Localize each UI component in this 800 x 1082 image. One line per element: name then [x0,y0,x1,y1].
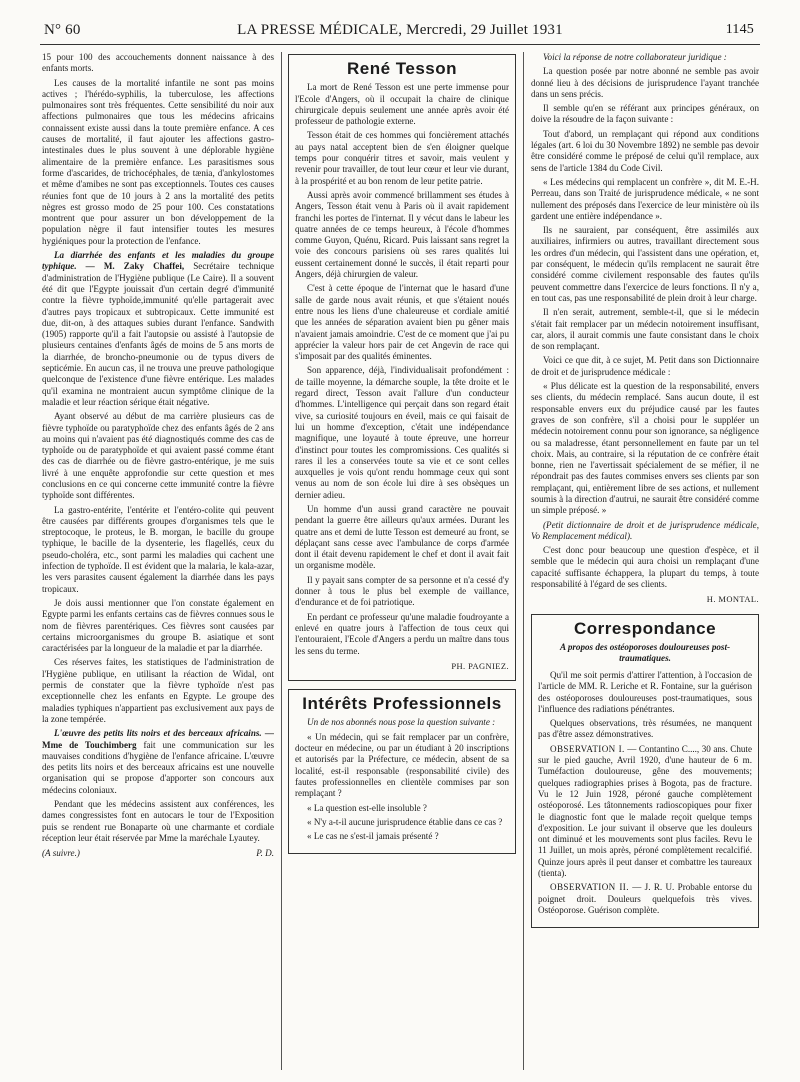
observation-label: OBSERVATION II. [550,882,629,893]
page-number: 1145 [725,22,754,37]
paragraph: Il semble qu'en se référant aux principes généraux, on doive la résoudre de la façon suivante : [531,103,759,125]
observation-1 [538,744,752,880]
section-text: fait une communication sur les mauvaises conditions d'hygiène de l'enfance africaine. L'œuvre des petits lits noirs et des berceaux africains est une nouvelle organisation qui se propose d'apporter son concours aux médecins coloniaux. [42,739,274,795]
section-title: L'œuvre des petits lits noirs et des berceaux africains. [54,728,262,739]
paragraph: « N'y a-t-il aucune jurisprudence établie dans ce cas ? [307,816,503,827]
paragraph: « Un médecin, qui se fait remplacer par un confrère, docteur en médecine, ou par un étudiant à 20 inscriptions et autorisés par la Préfecture, ce médecin, absent de sa localité, est-il responsable (responsabilité civile) des fautes professionnelles en clientèle commises par son remplaçant ? [295,731,509,799]
masthead: LA PRESSE MÉDICALE, Mercredi, 29 Juillet 1931 [237,22,563,38]
continuation-line [42,848,274,859]
observation-text: — J. R. U. Probable entorse du poignet droit. Douleurs quelquefois très vives. Ostéoporose. Guérison complète. [538,882,752,915]
paragraph: C'est donc pour beaucoup une question d'espèce, et il semble que le médecin qui aura choisi un remplaçant d'une capacité suffisante échappera, la plupart du temps, à toute responsabilité à l'égard de ses clients. [531,545,759,590]
paragraph: Un de nos abonnés nous pose la question suivante : [307,717,496,728]
paragraph: Pendant que les médecins assistent aux conférences, les dames congressistes font en autocars le tour de l'Exposition puis se rendent rue Bonaparte où une charmante et cordiale réception leur était réservée par Mme la maréchale Lyautey. [42,799,274,843]
legal-signature: H. MONTAL. [706,594,759,605]
paragraph: Quelques observations, très résumées, ne manquent pas d'être assez démonstratives. [538,718,752,740]
paragraph: La gastro-entérite, l'entérite et l'entéro-colite qui peuvent être causées par différents groupes d'organismes tels que le streptocoque, le proteus, le B. morgan, le bacille du groupe typhique, le bacille de la dysenterie, les flagellés, ceux du pseudo-choléra, etc., sont parmi les maladies qui cachent une infection de typhoïde. Il est évident que la malaria, le kala-azar, les vers parasites causent également la diarrhée dans les pays tropicaux. [42,504,274,594]
section-author: — Mme de Touchimberg [42,728,274,750]
observation-text: — Contantino C...., 30 ans. Chute sur le pied gauche, Avril 1920, d'une hauteur de 6 m. Tuméfaction douloureuse, gêne des mouvements; quelques radiographies prises à Bogota, pas de fracture. Vu le 12 Juin 1928, péroné gauche complètement ostéoporosé. Les tâtonnements radioscopiques pour fixer le diagnostic font que le malade reçoit quelque temps d'exposition. Le jour suivant il observe que les douleurs ont diminué et les mouvements sont plus faciles. Revu le 11 Juillet, un mois après, péroné complètement recalcifié. Quinze jours après il peut danser et combattre les taureaux (tienta). [538,743,752,878]
column-3 [531,52,759,1070]
observation-2 [538,882,752,916]
column-1 [42,52,274,1070]
paragraph: C'est à cette époque de l'internat que le hasard d'une salle de garde nous avait réunis, et que s'étaient noués entre nous les liens d'une chaleureuse et cordiale amitié que les années de séparation avaient bien pu gêner mais n'avaient jamais amoindrie. C'est de ce moment que j'ai pu apprécier la valeur hors pair de cet Angevin de race qui s'imposait par des qualités éminentes. [295,283,509,362]
paragraph: Ces réserves faites, les statistiques de l'administration de l'Hygiène publique, en utilisant la réaction de Widal, ont permis de constater que la fièvre typhoïde n'est pas exceptionnelle chez les enfants en Egypte. Le groupe des maladies typhiques n'appartient pas exclusivement aux pays de la zone tempérée. [42,657,274,724]
paragraph: « Les médecins qui remplacent un confrère », dit M. E.-H. Perreau, dans son Traité de jurisprudence médicale, « ne sont nullement des préposés dans l'exercice de leur ministère où ils gardent une entière indépendance ». [531,176,759,221]
paragraph: Son apparence, déjà, l'individualisait profondément : de taille moyenne, la démarche souple, la tête droite et le regard direct, Tesson avait l'allure d'un conducteur d'hommes. L'intelligence qui perçait dans son regard était vive, sa curiosité toujours en éveil, mais ce qui faisait de lui un homme d'exception, c'était une indépendance magnifique, une loyauté à toute épreuve, une horreur d'instinct pour toutes les compromissions. Ces qualités si rares il les a conservées toute sa vie et ce sont celles auxquelles je vois qu'ont rendu hommage ceux qui sont venus au nom de son école lui dire à ses obsèques un dernier adieu. [295,365,509,500]
paragraph: Voici ce que dit, à ce sujet, M. Petit dans son Dictionnaire de droit et de jurisprudence médicale : [531,355,759,377]
section-heading: Correspondance [573,618,717,638]
section-petits-lits [42,728,274,796]
section-typhoid [42,250,274,408]
paragraph: Les causes de la mortalité infantile ne sont pas moins actives ; l'hérédo-syphilis, la tuberculose, les affections pulmonaires sont très fréquentes. Cette sensibilité du noir aux affections pulmonaires que tous les médecins africains connaissent existe aussi dans la toute première enfance. A ces causes de mortalité, il faut ajouter les affections gastro-intestinales dues le plus souvent à une déplorable hygiène alimentaire de la première enfance. Les parasitismes sous forme d'ascarides, de trichocéphales, de tænia, d'ankylostomes et même d'amibes ne sont pas exceptionnels. Toutes ces causes réunies font que de 10 jours à 2 ans la mortalité des petits nègres est grosso modo de 25 pour 100. Ces constatations montrent que pour assurer un bon développement de la population nègre il faut intensifier toutes les mesures hygiéniques pour la protection de l'enfance. [42,77,274,246]
paragraph: Qu'il me soit permis d'attirer l'attention, à l'occasion de l'article de MM. R. Leriche et R. Fontaine, sur la guérison des ostéoporoses douloureuses post-traumatiques, sous l'influence des radiations pénétrantes. [538,669,752,714]
paragraph: « La question est-elle insoluble ? [307,802,427,813]
paragraph: Ils ne sauraient, par conséquent, être assimilés aux auxiliaires, infirmiers ou autres, travaillant directement sous les ordres d'un médecin, qui l'assistent dans une opération, et, par conséquent, le médecin qu'ils remplacent ne saurait être considéré comme civilement responsable des fautes qu'ils peuvent commettre dans l'exercice de leurs fonctions. Il n'y a, en tout cas, pas une responsabilité de plein droit à leur charge. [531,225,759,303]
paragraph: Il y payait sans compter de sa personne et n'a cessé d'y donner à tous le plus bel exemple de vaillance, d'endurance et de foi patriotique. [295,574,509,608]
paragraph: (Petit dictionnaire de droit et de jurisprudence médicale, Vo Remplacement médical). [531,519,759,541]
obituary-box [288,54,516,681]
section-author: — M. Zaky Chaffei, [76,261,185,272]
section-title: La diarrhée des enfants et les maladies du groupe typhique. [42,250,274,272]
column-rule-1 [281,52,282,1070]
page-header [40,14,760,45]
paragraph: 15 pour 100 des accouchements donnent naissance à des enfants morts. [42,52,274,74]
paragraph: En perdant ce professeur qu'une maladie foudroyante a enlevé en quatre jours à l'affection de tous ceux qui l'entouraient, l'Ecole d'Angers a perdu un maître dans tous les sens du terme. [295,611,509,656]
signature: P. D. [256,848,274,859]
to-be-continued: (A suivre.) [42,848,80,859]
correspondence-box [531,614,759,929]
section-heading: Intérêts Professionnels [302,694,502,714]
correspondence-subheading: A propos des ostéoporoses douloureuses post-traumatiques. [559,641,731,663]
paragraph: Un homme d'un aussi grand caractère ne pouvait pendant la guerre être ailleurs qu'aux armées. Durant les quatre ans et demi de lutte Tesson est demeuré au front, se déplaçant sans cesse avec l'ambulance de corps d'armée dont il était devenu rapidement le chef et dont il avait fait un organisme modèle. [295,503,509,571]
paragraph: Voici la réponse de notre collaborateur juridique : [543,52,727,62]
obituary-signature: PH. PAGNIEZ. [451,660,509,671]
section-text: Secrétaire technique d'administration de l'Hygiène publique (Le Caire). Il a souvent été dit que l'Egypte jouissait d'un certain degré d'immunité contre la fièvre typhoïde,immunité qu'elle partagerait avec d'autres pays tropicaux et subtropicaux. Cette immunité est due, dit-on, à des attaques subies durant l'enfance. Sandwith (1905) rapporte qu'il a fait l'autopsie ou assisté à l'autopsie de plusieurs centaines d'enfants âgés de moins de 5 ans morts de la diarrhée, de broncho-pneumonie ou de typus divers de septicémie. En aucun cas, il ne trouva une preuve pathologique quelconque de l'existence d'une fièvre entérique. Les malades qu'il examina ne montraient aucun symptôme clinique de la maladie et leur réaction sérique était négative. [42,261,274,407]
paragraph: « Plus délicate est la question de la responsabilité, envers ses clients, du médecin remplacé. Sans aucun doute, il est responsable envers eux du préjudice causé par les fautes graves de son confrère, s'il a choisi pour le suppléer un médecin notoirement connu pour son ignorance, sa négligence ou sa maladresse, étant personnellement en faute par un tel choix. Mais, au contraire, si la réputation de ce confrère était bonne, rien ne l'avertissait spécialement de se méfier, il ne répondrait pas des fautes commises envers ses clients par son remplaçant, qui, entièrement libre de ses actions, et nullement soumis à la direction d'autrui, ne saurait être considéré comme un simple préposé. » [531,381,759,516]
paragraph: Tesson était de ces hommes qui foncièrement attachés au pays natal acceptent bien de s'en éloigner quelque temps pour conquérir titres et savoir, mais veulent y revenir pour travailler, de tout leur cœur et leur vie durant, à la prospérité et au bon renom de leur petite patrie. [295,130,509,186]
professional-interests-box [288,689,516,854]
paragraph: Il n'en serait, autrement, semble-t-il, que si le médecin s'était fait remplacer par un médecin notoirement insuffisant, car, alors, il aurait commis une faute consistant dans le choix de son remplaçant. [531,307,759,352]
paragraph: La mort de René Tesson est une perte immense pour l'Ecole d'Angers, où il occupait la chaire de clinique chirurgicale depuis seulement une année après avoir été professeur de pathologie externe. [295,82,509,127]
paragraph: Ayant observé au début de ma carrière plusieurs cas de fièvre typhoïde ou paratyphoïde chez des enfants âgés de 2 ans au moins qui n'avaient pas été diagnostiqués comme des cas de typhoïde ou de paratyphoïde et qui avaient passé comme étant des cas de diarrhée ou de fièvre gastro-entérique, je me suis livré à une enquête approfondie sur cette question et mes conclusions en ce qui concerne cette immunité contre la fièvre typhoïde sont différentes. [42,411,274,501]
paragraph: Tout d'abord, un remplaçant qui répond aux conditions légales (art. 6 loi du 30 Novembre 1892) ne semble pas devoir être considéré comme le préposé de celui qu'il remplace, aux sens de l'article 1384 du Code Civil. [531,128,759,173]
issue-number: N° 60 [44,22,81,38]
observation-label: OBSERVATION I. [550,743,625,754]
paragraph: « Le cas ne s'est-il jamais présenté ? [307,831,439,842]
paragraph: Aussi après avoir commencé brillamment ses études à Angers, Tesson était venu à Paris où il avait rapidement franchi les portes de l'internat. Il y vécut dans le labeur les quatre années de ce temps heureux, à l'école d'hommes comme Guyon, Quénu, Ricard. Puis laissant sans regret la voie des concours parisiens où ses rares qualités lui eussent certainement donné le succès, il était reparti pour Angers, déjà chirurgien de valeur. [295,189,509,280]
column-rule-2 [523,52,524,1070]
column-2 [288,52,516,1070]
obituary-title: René Tesson [346,59,458,78]
paragraph: Je dois aussi mentionner que l'on constate également en Egypte parmi les enfants certains cas de fièvres connues sous le nom de fièvres parentériques. Ces fièvres sont causées par certains microorganismes du groupe B. asiatique et sont caractérisées par la longueur de la maladie et par la diarrhée. [42,597,274,654]
paragraph: La question posée par notre abonné ne semble pas avoir donné lieu à des décisions de jurisprudence l'ayant tranchée dans un sens précis. [531,66,759,99]
